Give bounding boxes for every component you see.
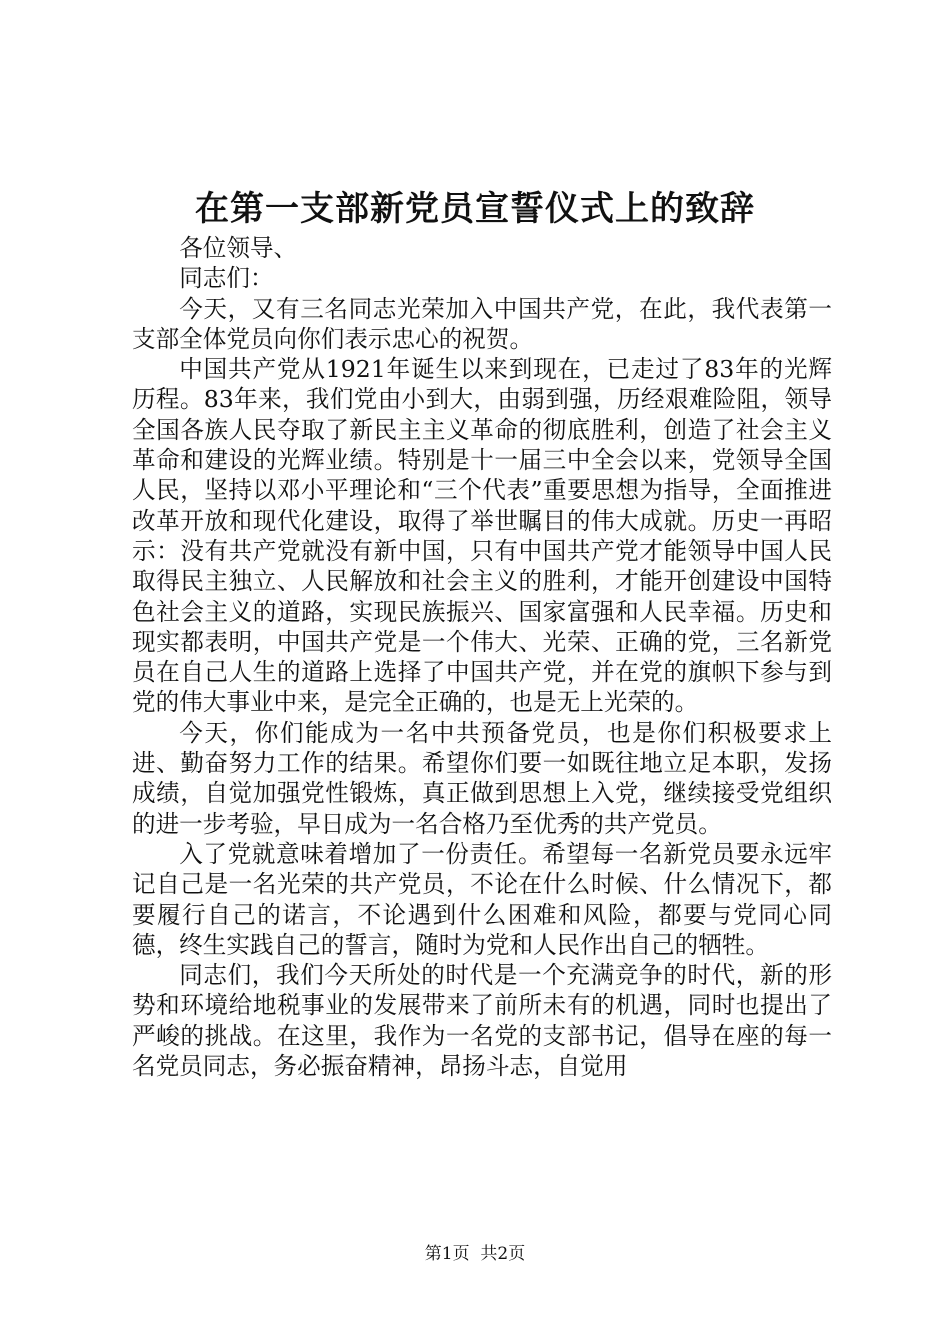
page-number-current: 第1页 (424, 1244, 470, 1264)
salutation-leaders: 各位领导、 (179, 234, 298, 262)
page-number-total: 共2页 (480, 1244, 526, 1264)
paragraph-responsibility: 入了党就意味着增加了一份责任。希望每一名新党员要永远牢记自己是一名光荣的共产党员，不论在什么时候、什么情况下，都要履行自己的诺言，不论遇到什么困难和风险，都要与党同心同德，终生实践自己的誓言，随时为党和人民作出自己的牺牲。 (132, 839, 832, 959)
salutation-comrades: 同志们： (179, 264, 274, 293)
page-footer (0, 1242, 950, 1266)
paragraph-comrades-era: 同志们，我们今天所处的时代是一个充满竞争的时代，新的形势和环境给地税事业的发展带来了前所未有的机遇，同时也提出了严峻的挑战。在这里，我作为一名党的支部书记，倡导在座的每一名党员同志，务必振奋精神，昂扬斗志，自觉用 (132, 961, 832, 1081)
document-body (132, 233, 832, 1081)
paragraph-congratulations: 今天，又有三名同志光荣加入中国共产党，在此，我代表第一支部全体党员向你们表示忠心的祝贺。 (132, 294, 832, 353)
paragraph-party-history: 中国共产党从1921年诞生以来到现在，已走过了83年的光辉历程。83年来，我们党由小到大，由弱到强，历经艰难险阻，领导全国各族人民夺取了新民主主义革命的彻底胜利，创造了社会主义革命和建设的光辉业绩。特别是十一届三中全会以来，党领导全国人民，坚持以邓小平理论和“三个代表”重要思想为指导，全面推进改革开放和现代化建设，取得了举世瞩目的伟大成就。历史一再昭示：没有共产党就没有新中国，只有中国共产党才能领导中国人民取得民主独立、人民解放和社会主义的胜利，才能开创建设中国特色社会主义的道路，实现民族振兴、国家富强和人民幸福。历史和现实都表明，中国共产党是一个伟大、光荣、正确的党，三名新党员在自己人生的道路上选择了中国共产党，并在党的旗帜下参与到党的伟大事业中来，是完全正确的，也是无上光荣的。 (132, 355, 832, 717)
document-title: 在第一支部新党员宣誓仪式上的致辞 (195, 189, 755, 229)
paragraph-probationary-members: 今天，你们能成为一名中共预备党员，也是你们积极要求上进、勤奋努力工作的结果。希望你们要一如既往地立足本职，发扬成绩，自觉加强党性锻炼，真正做到思想上入党，继续接受党组织的进一步考验，早日成为一名合格乃至优秀的共产党员。 (132, 718, 832, 838)
